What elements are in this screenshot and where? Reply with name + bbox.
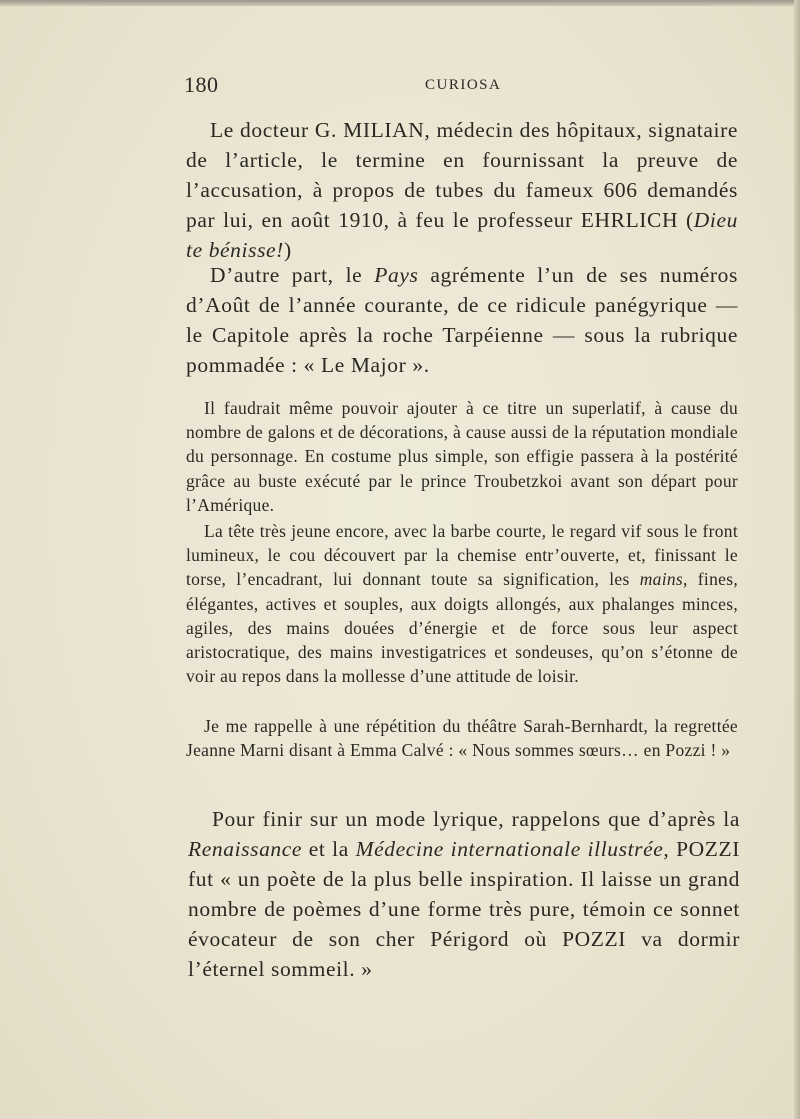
quote-paragraph-2 xyxy=(186,519,738,688)
quote-text: , fines, élégantes, actives et souples, aux doigts allongés, aux phalanges minces, agiles, des mains douées d’énergie et de force sous leur aspect aristocratique, des mains investigatrices et sondeuses, qu’on s’étonne de voir au repos dans la mollesse d’une attitude de loisir. xyxy=(186,569,738,687)
quote-paragraph-1 xyxy=(186,396,738,517)
running-title: CURIOSA xyxy=(425,77,502,93)
paragraph-text: et la xyxy=(302,837,356,861)
paragraph-text: Le docteur G. MILIAN, médecin des hôpitaux, signataire de l’article, le termine en fournissant la preuve de l’accusation, à propos de tubes du fameux 606 demandés par lui, en août 1910, à feu le professeur EHRLICH ( xyxy=(186,118,738,232)
paragraph-text: Pour finir sur un mode lyrique, rappelons que d’après la xyxy=(212,807,740,831)
quote-paragraph-3 xyxy=(186,714,738,762)
top-edge xyxy=(0,0,800,6)
quote-text: Je me rappelle à une répétition du théâtre Sarah-Bernhardt, la regrettée Jeanne Marni disant à Emma Calvé : « Nous sommes sœurs… en Pozzi ! » xyxy=(186,716,738,761)
paragraph-milian xyxy=(186,115,738,265)
italic-text: Médecine internationale illustrée xyxy=(355,837,664,861)
italic-text: mains xyxy=(639,569,684,590)
quote-text: La tête très jeune encore, avec la barbe courte, le regard vif sous le front lumineux, le cou découvert par la chemise entr’ouverte, et, finissant le torse, l’encadrant, lui donnant toute sa signification, les xyxy=(186,521,738,590)
paragraph-text: agrémente l’un de ses numéros d’Août de l’année courante, de ce ridicule panégyrique — le Capitole après la roche Tarpéienne — sous la rubrique pommadée : « Le Major ». xyxy=(186,263,739,377)
italic-text: Pays xyxy=(374,263,419,287)
paragraph-pays xyxy=(186,260,738,380)
paragraph-text: ) xyxy=(283,238,292,262)
italic-text: Dieu te bénisse! xyxy=(186,208,738,262)
italic-text: Renaissance xyxy=(188,837,303,861)
page-edge xyxy=(794,0,800,1119)
paragraph-closing xyxy=(188,804,740,984)
page-number: 180 xyxy=(184,72,219,97)
paragraph-text: , POZZI fut « un poète de la plus belle inspiration. Il laisse un grand nombre de poèmes d’une forme très pure, témoin ce sonnet évocateur de son cher Périgord où POZZI va dormir l’éternel sommeil. » xyxy=(188,837,740,981)
quote-text: Il faudrait même pouvoir ajouter à ce titre un superlatif, à cause du nombre de galons et de décorations, à cause aussi de la réputation mondiale du personnage. En costume plus simple, son effigie passera à la postérité grâce au buste exécuté par le prince Troubetzkoi avant son départ pour l’Amérique. xyxy=(186,398,738,515)
paragraph-text: D’autre part, le xyxy=(210,263,375,287)
